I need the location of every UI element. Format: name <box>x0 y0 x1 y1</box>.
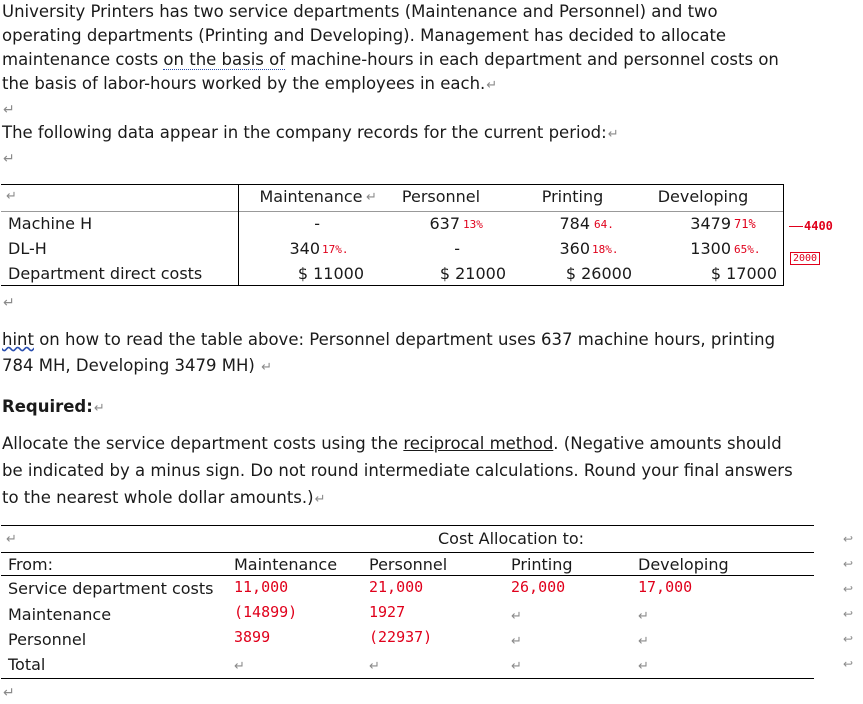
row-label: Total <box>8 655 46 674</box>
row-label: Personnel <box>8 630 87 649</box>
handwritten-note: 64. <box>594 218 614 231</box>
col-printing: Printing <box>511 555 573 574</box>
hint-line-1: hint on how to read the table above: Personnel department uses 637 machine hours, printing <box>2 330 776 349</box>
answer-cell[interactable]: 17,000 <box>638 578 693 596</box>
row-label: Department direct costs <box>8 264 203 283</box>
col-personnel: Personnel <box>401 187 481 206</box>
hint-line-2: 784 MH, Developing 3479 MH) ↵ <box>2 356 273 375</box>
handwritten-note: 65%. <box>734 243 761 256</box>
col-maintenance: Maintenance <box>259 187 363 206</box>
col-developing: Developing <box>638 555 729 574</box>
row-label: DL-H <box>8 239 47 258</box>
answer-cell[interactable]: 11,000 <box>234 578 289 596</box>
answer-cell[interactable]: (22937) <box>369 628 433 646</box>
answer-cell[interactable]: 21,000 <box>369 578 424 596</box>
intro-line-2: operating departments (Printing and Developing). Management has decided to allocate <box>2 26 727 45</box>
intro-line-4: the basis of labor-hours worked by the employees in each.↵ <box>2 74 498 93</box>
handwritten-note: 13% <box>463 218 483 231</box>
paragraph-mark: ↵ <box>3 295 15 311</box>
row-label: Maintenance <box>8 605 112 624</box>
answer-cell[interactable]: 26,000 <box>511 578 566 596</box>
col-developing: Developing <box>657 187 749 206</box>
lead-text: The following data appear in the company records for the current period:↵ <box>2 123 619 142</box>
row-label: Service department costs <box>8 579 214 598</box>
paragraph-mark: ↵ <box>3 102 15 118</box>
handwritten-note: 4400 <box>804 219 833 233</box>
intro-line-1: University Printers has two service departments (Maintenance and Personnel) and two <box>2 2 718 21</box>
answer-cell[interactable]: 1927 <box>369 603 406 621</box>
instr-line-1: Allocate the service department costs using the reciprocal method. (Negative amounts should <box>2 434 782 453</box>
answer-cell[interactable]: 3899 <box>234 628 271 646</box>
paragraph-mark: ↵ <box>3 151 15 167</box>
col-maintenance: Maintenance <box>234 555 338 574</box>
handwritten-note: 18%. <box>592 243 619 256</box>
col-personnel: Personnel <box>369 555 448 574</box>
instr-line-2: be indicated by a minus sign. Do not round intermediate calculations. Round your final answers <box>2 461 793 480</box>
paragraph-mark: ↵ <box>3 685 15 701</box>
required-heading: Required:↵ <box>2 397 105 416</box>
col-from: From: <box>8 555 54 574</box>
arrow-line-icon <box>789 226 803 227</box>
handwritten-note: 17%. <box>322 243 349 256</box>
intro-line-3: maintenance costs on the basis of machine-hours in each department and personnel costs on <box>2 50 779 69</box>
handwritten-note: 71% <box>734 217 756 231</box>
col-printing: Printing <box>541 187 604 206</box>
cost-allocation-title: Cost Allocation to: <box>438 529 585 548</box>
handwritten-note: 2000 <box>790 252 820 265</box>
instr-line-3: to the nearest whole dollar amounts.)↵ <box>2 488 326 507</box>
answer-cell[interactable]: (14899) <box>234 603 298 621</box>
row-label: Machine H <box>8 214 93 233</box>
